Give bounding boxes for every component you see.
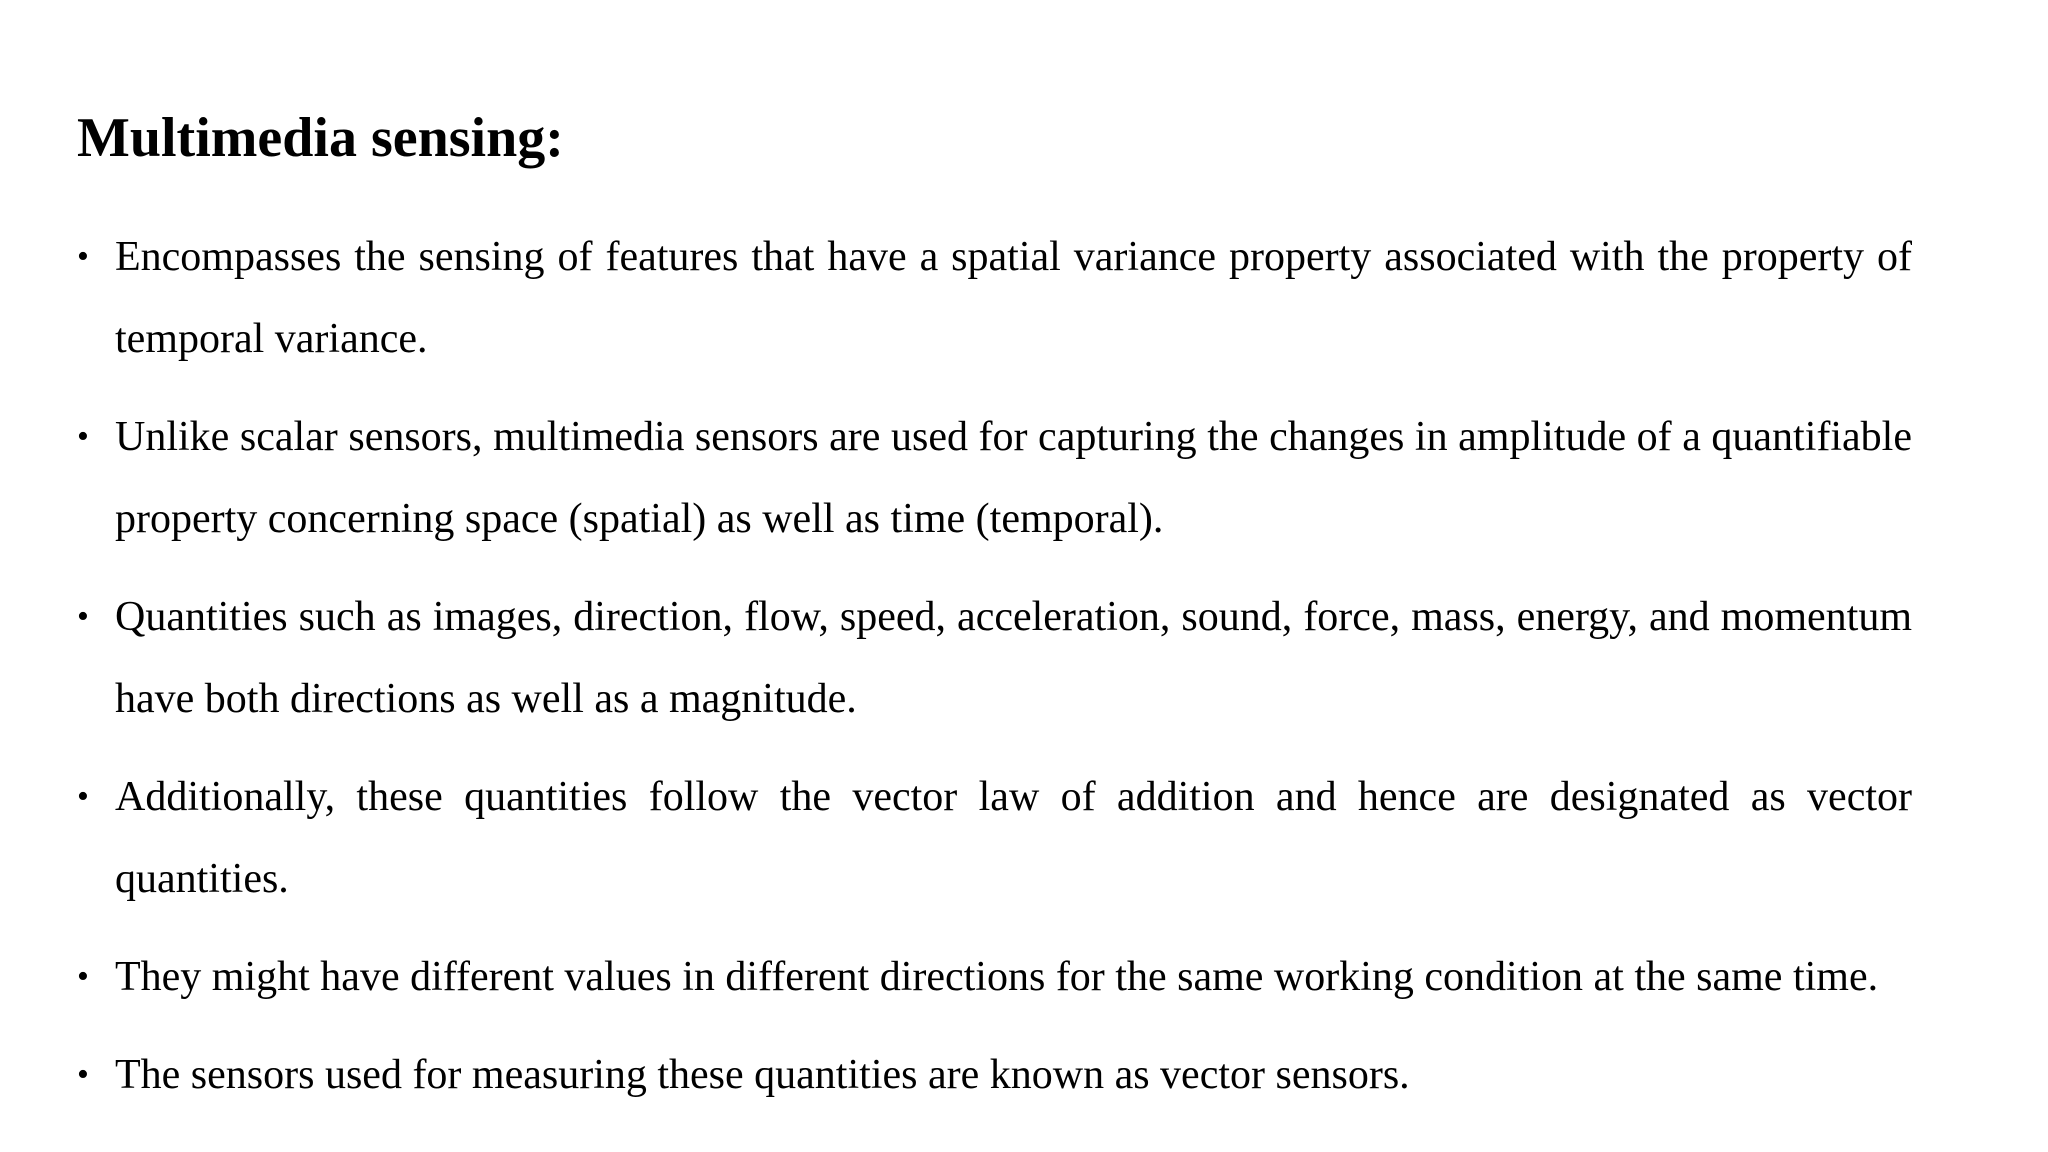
bullet-item-6 xyxy=(77,1034,1912,1116)
bullet-marker: • xyxy=(77,418,89,455)
bullet-marker: • xyxy=(77,1056,89,1093)
bullet-text: Quantities such as images, direction, flow, speed, acceleration, sound, force, mass, energy, and momentum have both directions as well as a magnitude. xyxy=(115,594,1912,722)
bullet-text: Encompasses the sensing of features that have a spatial variance property associated with the property of temporal variance. xyxy=(115,234,1912,362)
bullet-text: Unlike scalar sensors, multimedia sensors are used for capturing the changes in amplitude of a quantifiable property concerning space (spatial) as well as time (temporal). xyxy=(115,414,1912,542)
bullet-text: Additionally, these quantities follow the vector law of addition and hence are designated as vector quantities. xyxy=(115,774,1912,902)
bullet-marker: • xyxy=(77,778,89,815)
bullet-item-5 xyxy=(77,936,1912,1018)
bullet-text: They might have different values in different directions for the same working condition at the same time. xyxy=(115,954,1879,1000)
bullet-item-2 xyxy=(77,396,1912,560)
bullet-item-4 xyxy=(77,756,1912,920)
slide-title: Multimedia sensing: xyxy=(77,107,564,169)
bullet-item-1 xyxy=(77,216,1912,380)
bullet-text: The sensors used for measuring these quantities are known as vector sensors. xyxy=(115,1052,1410,1098)
bullet-item-3 xyxy=(77,576,1912,740)
bullet-marker: • xyxy=(77,238,89,275)
bullet-marker: • xyxy=(77,958,89,995)
bullet-list xyxy=(77,216,1912,1132)
bullet-marker: • xyxy=(77,598,89,635)
